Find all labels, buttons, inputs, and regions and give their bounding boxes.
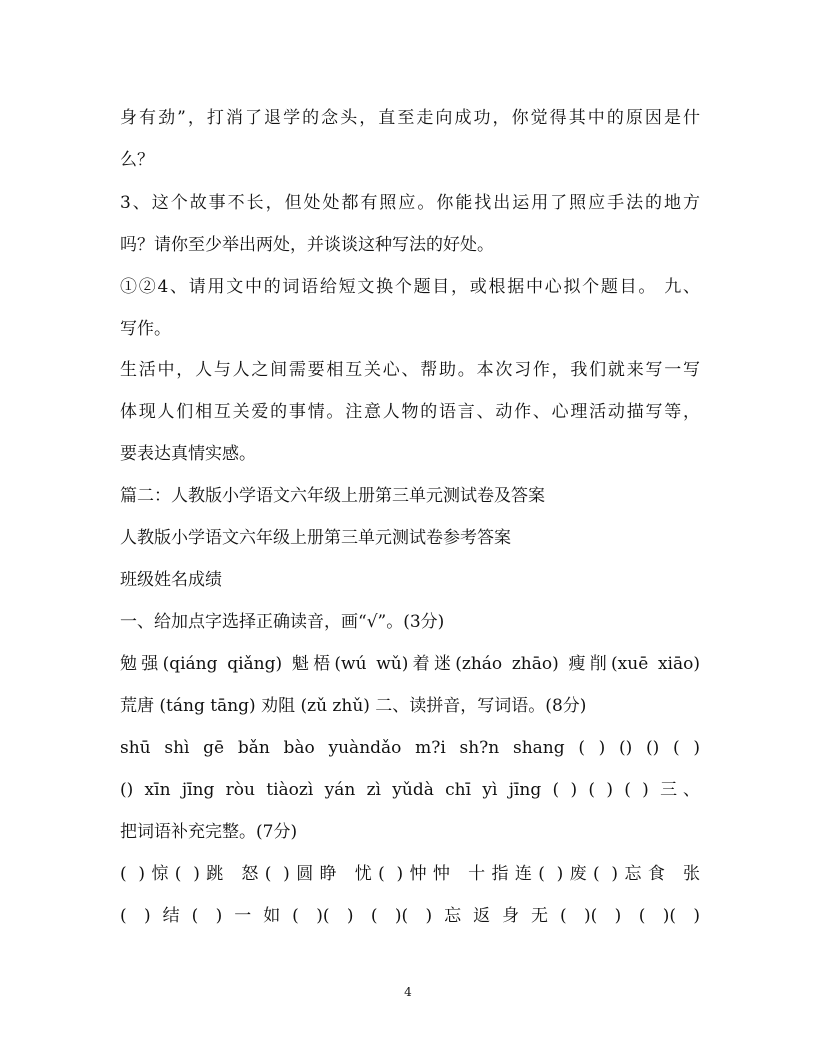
- pinyin-choices-line-2: 荒唐 (táng tāng) 劝阻 (zǔ zhǔ) 二、读拼音，写词语。(8分): [120, 696, 587, 716]
- text-line-11: 人教版小学语文六年级上册第三单元测试卷参考答案: [120, 528, 511, 548]
- text-line-8: 体现人们相互关爱的事情。注意人物的语言、动作、心理活动描写等，: [120, 402, 700, 422]
- pinyin-words-line-2: () xīn jīng ròu tiàozì yán zì yǔdà chī yì jīng ( ) ( ) ( ) 三、: [120, 780, 700, 800]
- text-line-1: 身有劲”，打消了退学的念头，直至走向成功，你觉得其中的原因是什: [120, 108, 700, 128]
- question-three-heading: 把词语补充完整。(7分): [120, 822, 298, 842]
- idiom-fill-line-2: ( )结( )一如( )( ) ( )( )忘返身无( )( ) ( )( ): [120, 906, 700, 926]
- text-line-12: 班级姓名成绩: [120, 570, 222, 590]
- page-number: 4: [404, 985, 412, 999]
- text-line-9: 要表达真情实感。: [120, 444, 256, 464]
- question-one-heading: 一、给加点字选择正确读音，画“√”。(3分): [120, 612, 445, 632]
- text-line-3: 3、这个故事不长，但处处都有照应。你能找出运用了照应手法的地方: [120, 193, 700, 213]
- pinyin-choices-line-1: 勉强(qiáng qiǎng) 魁梧(wú wǔ)着迷(zháo zhāo) 瘦削(xuē xiāo): [120, 654, 700, 674]
- text-line-5: ①②4、请用文中的词语给短文换个题目，或根据中心拟个题目。 九、: [120, 277, 700, 297]
- section-heading: 篇二：人教版小学语文六年级上册第三单元测试卷及答案: [120, 486, 545, 506]
- text-line-7: 生活中，人与人之间需要相互关心、帮助。本次习作，我们就来写一写: [120, 360, 700, 380]
- text-line-2: 么？: [120, 150, 154, 170]
- text-line-6: 写作。: [120, 319, 171, 339]
- text-line-4: 吗？请你至少举出两处，并谈谈这种写法的好处。: [120, 235, 494, 255]
- pinyin-words-line-1: shū shì gē bǎn bào yuàndǎo m?i sh?n shang ( ) () () ( ): [120, 738, 700, 758]
- idiom-fill-line-1: ( )惊( )跳 怒( )圆睁 忧( )忡忡 十指连( )废( )忘食 张: [120, 864, 700, 884]
